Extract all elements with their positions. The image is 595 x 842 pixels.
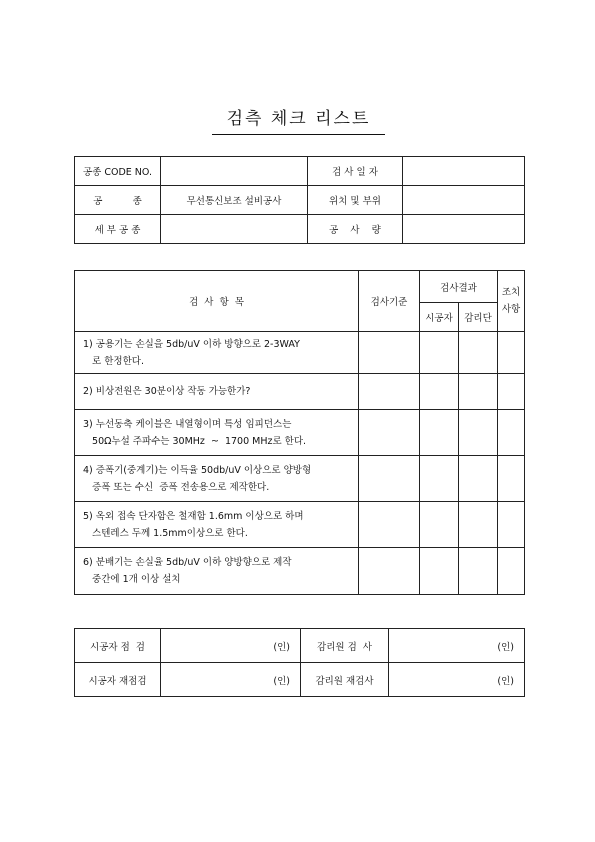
- info-row: [75, 157, 525, 186]
- code-no-label: 공종 CODE NO.: [75, 157, 161, 186]
- location-label: 위치 및 부위: [308, 186, 403, 215]
- action-cell[interactable]: [498, 502, 525, 548]
- page-title: 검측 체크 리스트: [212, 104, 385, 135]
- checklist-row: [75, 456, 525, 502]
- checklist-table: [74, 270, 525, 595]
- contractor-result-cell[interactable]: [420, 456, 459, 502]
- signature-table: [74, 628, 525, 697]
- item-text-line2: 로 한정한다.: [83, 355, 144, 367]
- item-text-line1: 4) 증폭기(중계기)는 이득율 50db/uV 이상으로 양방형: [83, 464, 312, 476]
- action-cell[interactable]: [498, 374, 525, 410]
- checklist-item: [75, 548, 359, 595]
- quantity-label: 공 사 량: [308, 215, 403, 244]
- checklist-item: [75, 374, 359, 410]
- item-text-line2: 증폭 또는 수신 증폭 전송용으로 제작한다.: [83, 481, 270, 493]
- info-row: [75, 186, 525, 215]
- contractor-check-seal[interactable]: (인): [161, 629, 301, 663]
- signature-row: [75, 663, 525, 697]
- contractor-result-cell[interactable]: [420, 374, 459, 410]
- location-field[interactable]: [403, 186, 525, 215]
- checklist-item: [75, 456, 359, 502]
- header-action-line1: 조치: [501, 287, 521, 298]
- header-action: [498, 271, 525, 332]
- supervisor-result-cell[interactable]: [459, 374, 498, 410]
- header-supervisor: 감리단: [459, 303, 498, 332]
- supervisor-result-cell[interactable]: [459, 332, 498, 374]
- checklist-row: [75, 374, 525, 410]
- action-cell[interactable]: [498, 456, 525, 502]
- contractor-recheck-seal[interactable]: (인): [161, 663, 301, 697]
- header-action-line2: 사항: [501, 304, 521, 315]
- item-text-line1: 6) 분배기는 손실율 5db/uV 이하 양방향으로 제작: [83, 557, 292, 568]
- standard-cell[interactable]: [359, 548, 420, 595]
- inspection-date-field[interactable]: [403, 157, 525, 186]
- sub-work-type-field[interactable]: [161, 215, 308, 244]
- supervisor-result-cell[interactable]: [459, 456, 498, 502]
- inspection-date-label: 검 사 일 자: [308, 157, 403, 186]
- item-text-line1: 5) 옥외 접속 단자함은 철재함 1.6mm 이상으로 하며: [83, 510, 304, 522]
- supervisor-recheck-label: 감리원 재검사: [301, 663, 389, 697]
- supervisor-recheck-seal[interactable]: (인): [389, 663, 525, 697]
- sub-work-type-label: 세 부 공 종: [75, 215, 161, 244]
- quantity-field[interactable]: [403, 215, 525, 244]
- supervisor-result-cell[interactable]: [459, 410, 498, 456]
- checklist-header-row: [75, 271, 525, 303]
- standard-cell[interactable]: [359, 410, 420, 456]
- contractor-result-cell[interactable]: [420, 332, 459, 374]
- header-contractor: 시공자: [420, 303, 459, 332]
- item-text-line1: 2) 비상전원은 30분이상 작동 가능한가?: [83, 386, 251, 397]
- header-item: 검 사 항 목: [75, 271, 359, 332]
- standard-cell[interactable]: [359, 374, 420, 410]
- supervisor-result-cell[interactable]: [459, 548, 498, 595]
- action-cell[interactable]: [498, 332, 525, 374]
- checklist-item: [75, 410, 359, 456]
- item-text-line2: 중간에 1개 이상 설치: [83, 574, 181, 585]
- item-text-line1: 1) 공용기는 손실을 5db/uV 이하 방향으로 2-3WAY: [83, 338, 300, 350]
- info-row: [75, 215, 525, 244]
- checklist-item: [75, 332, 359, 374]
- item-text-line2: 스텐레스 두께 1.5mm이상으로 한다.: [83, 527, 248, 539]
- item-text-line1: 3) 누선동축 케이블은 내열형이며 특성 임피던스는: [83, 418, 292, 430]
- work-type-field[interactable]: 무선통신보조 설비공사: [161, 186, 308, 215]
- checklist-row: [75, 502, 525, 548]
- work-type-label: 공 종: [75, 186, 161, 215]
- signature-row: [75, 629, 525, 663]
- supervisor-result-cell[interactable]: [459, 502, 498, 548]
- standard-cell[interactable]: [359, 332, 420, 374]
- contractor-result-cell[interactable]: [420, 502, 459, 548]
- code-no-field[interactable]: [161, 157, 308, 186]
- contractor-recheck-label: 시공자 재점검: [75, 663, 161, 697]
- action-cell[interactable]: [498, 410, 525, 456]
- header-result: 검사결과: [420, 271, 498, 303]
- action-cell[interactable]: [498, 548, 525, 595]
- contractor-result-cell[interactable]: [420, 410, 459, 456]
- supervisor-check-label: 감리원 검 사: [301, 629, 389, 663]
- checklist-row: [75, 332, 525, 374]
- contractor-result-cell[interactable]: [420, 548, 459, 595]
- standard-cell[interactable]: [359, 456, 420, 502]
- checklist-item: [75, 502, 359, 548]
- checklist-row: [75, 548, 525, 595]
- supervisor-check-seal[interactable]: (인): [389, 629, 525, 663]
- item-text-line2: 50Ω누설 주파수는 30MHz ~ 1700 MHz로 한다.: [83, 435, 307, 447]
- info-table: [74, 156, 525, 244]
- contractor-check-label: 시공자 점 검: [75, 629, 161, 663]
- standard-cell[interactable]: [359, 502, 420, 548]
- header-standard: 검사기준: [359, 271, 420, 332]
- checklist-row: [75, 410, 525, 456]
